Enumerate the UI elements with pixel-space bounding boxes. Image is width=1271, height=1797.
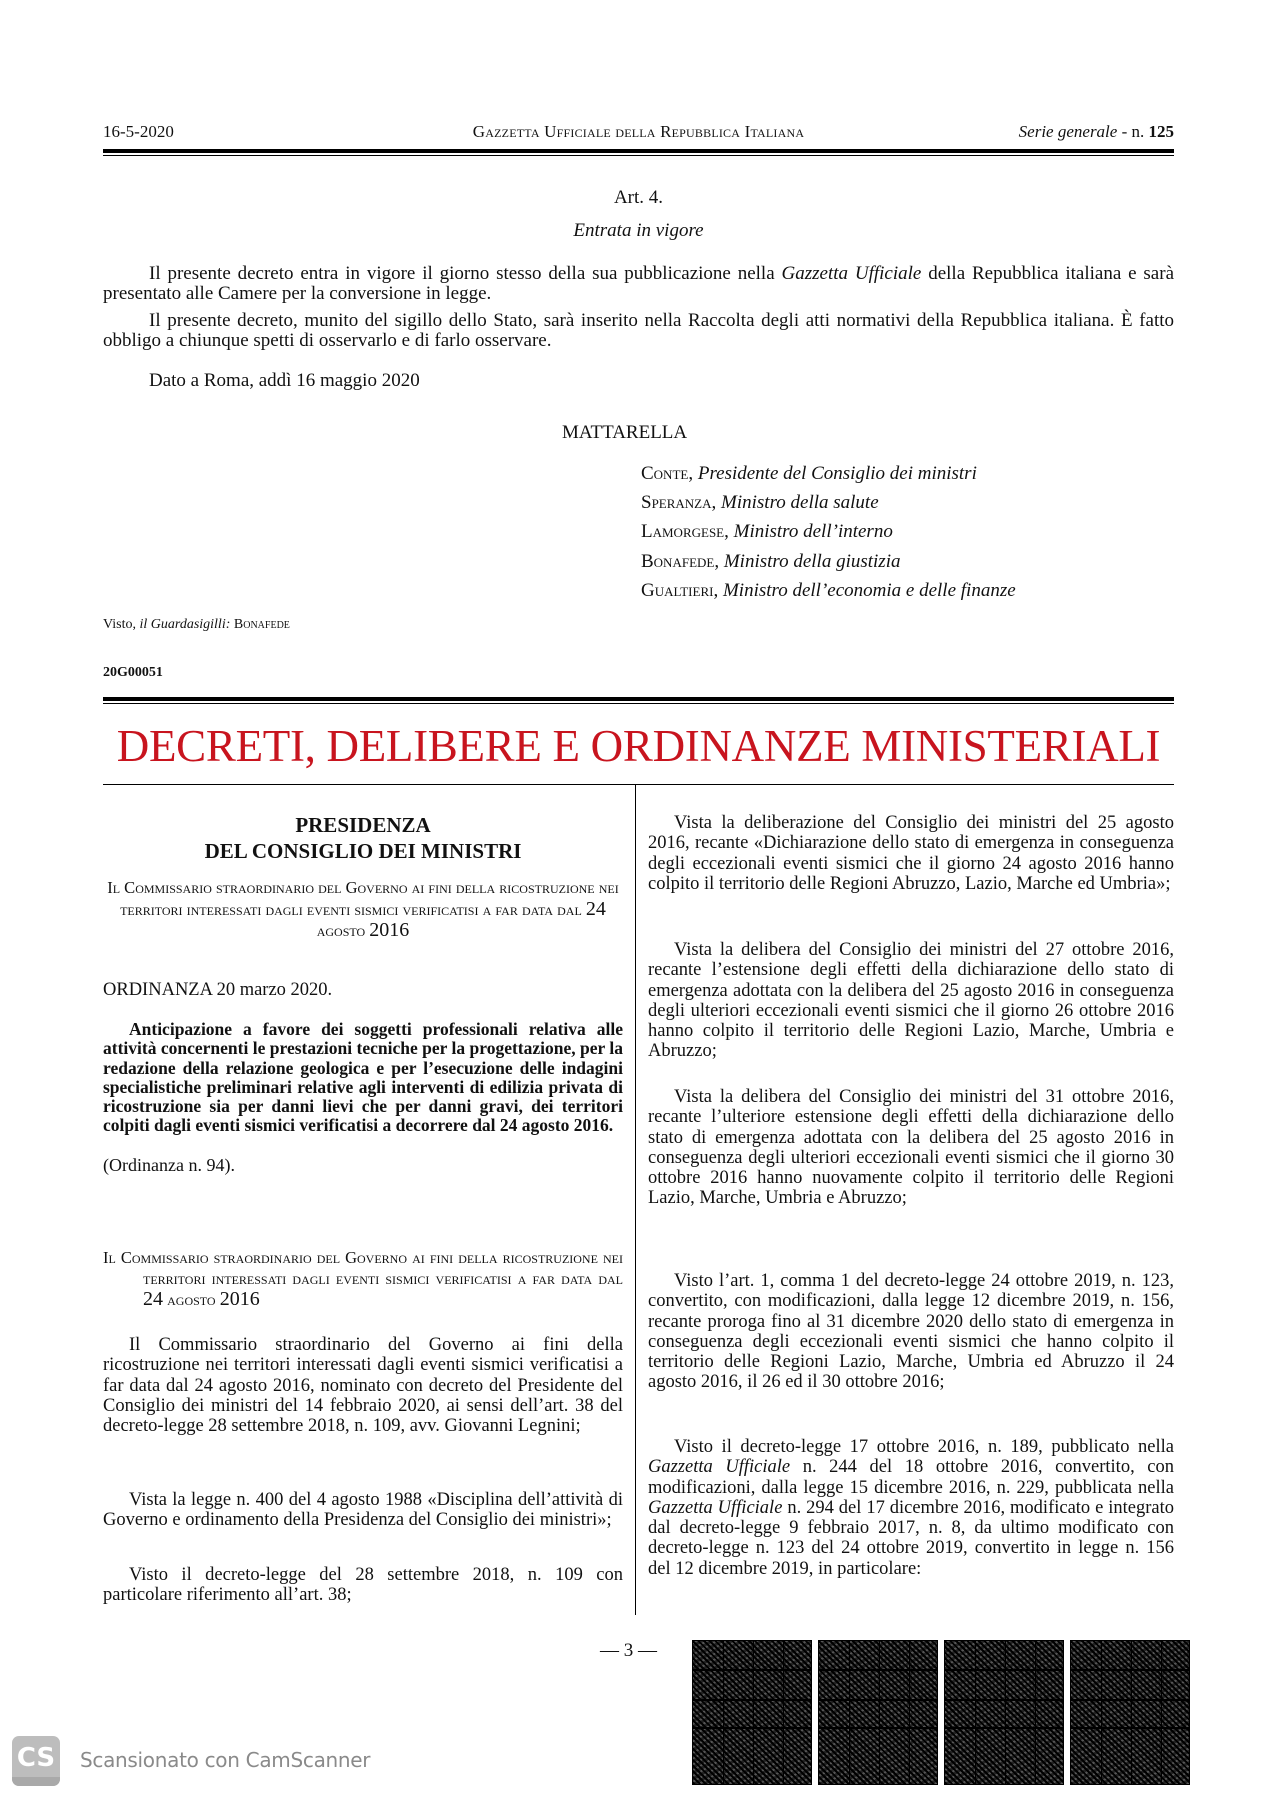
text: Il Commissario straordinario del Governo ai fini della ricostruzione nei territori interessati dagli eventi sismici verificatisi a far data dal bbox=[103, 1248, 623, 1288]
article-title: Entrata in vigore bbox=[573, 220, 704, 241]
series-separator: - n. bbox=[1117, 122, 1149, 141]
authority-line: PRESIDENZA bbox=[295, 813, 431, 837]
text: Il presente decreto entra in vigore il giorno stesso della sua pubblicazione nella bbox=[149, 263, 782, 284]
ordinance-date: 20 marzo 2020. bbox=[211, 980, 333, 1000]
text: Visto il decreto-legge 17 ottobre 2016, n. 189, pubblicato nella bbox=[674, 1437, 1174, 1457]
minister-name: Bonafede bbox=[641, 551, 715, 572]
datamatrix-code bbox=[1070, 1640, 1190, 1785]
minister-signature: Conte, Presidente del Consiglio dei ministri bbox=[641, 463, 977, 484]
minister-role: Presidente del Consiglio dei ministri bbox=[697, 463, 977, 484]
series-label: Serie generale bbox=[1018, 122, 1118, 141]
datamatrix-code bbox=[818, 1640, 938, 1785]
minister-signature: Speranza, Ministro della salute bbox=[641, 492, 879, 513]
datamatrix-codes bbox=[692, 1640, 1190, 1785]
minister-name: Speranza bbox=[641, 492, 712, 513]
text: Il Commissario straordinario del Governo ai fini della ricostruzione nei territori interessati dagli eventi sismici verificatisi a far data dal bbox=[107, 878, 619, 919]
running-header bbox=[103, 122, 1174, 146]
section-title: DECRETI, DELIBERE E ORDINANZE MINISTERIALI bbox=[116, 721, 1161, 771]
minister-name: Gualtieri bbox=[641, 580, 714, 601]
president-signature: MATTARELLA bbox=[562, 422, 688, 443]
text: agosto bbox=[163, 1290, 220, 1309]
text: n. 294 del 17 dicembre 2016, modificato e integrato dal decreto-legge 9 febbraio 2017, n. 8, da ultimo modificato con decreto-legge n. 123 del 24 ottobre 2019, convertito in legge n. 156 del 12 dicembre 2019, in particolare: bbox=[648, 1497, 1174, 1579]
text: della Repubblica italiana e sarà presentato alle Camere per la conversione in legge. bbox=[103, 263, 1175, 304]
camscanner-watermark: Scansionato con CamScanner bbox=[80, 1748, 371, 1772]
header-rule bbox=[103, 149, 1174, 156]
minister-signature: Lamorgese, Ministro dell’interno bbox=[641, 521, 893, 542]
text: il Guardasigilli: bbox=[139, 617, 231, 632]
document-code: 20G00051 bbox=[103, 665, 163, 680]
header-publication: Gazzetta Ufficiale della Repubblica Italiana bbox=[472, 122, 805, 141]
ordinance-label: ORDINANZA bbox=[103, 980, 212, 1000]
header-series bbox=[1019, 122, 1174, 142]
section-rule bbox=[103, 697, 1174, 704]
text: 24 bbox=[585, 897, 606, 920]
place-date: Dato a Roma, addì 16 maggio 2020 bbox=[149, 370, 420, 391]
issue-number: 125 bbox=[1148, 122, 1174, 141]
minister-role: Ministro della giustizia bbox=[723, 551, 901, 572]
article-paragraph-1 bbox=[103, 264, 1174, 304]
ordinance-title: Anticipazione a favore dei soggetti professionali relativa alle attività concernenti le prestazioni tecniche per la progettazione, per la redazione della relazione geologica e per l’esecuzione delle indagini specialistiche preliminari relative agli interventi di edilizia privata di ricostruzione sia per danni lievi che per danni gravi, dei territori colpiti dagli eventi sismici verificatisi a decorrere dal 24 agosto 2016. bbox=[103, 1019, 623, 1136]
gazzetta-ufficiale-ref: Gazzetta Ufficiale bbox=[648, 1457, 791, 1478]
authority-line: DEL CONSIGLIO DEI MINISTRI bbox=[204, 839, 522, 863]
text: 2016 bbox=[219, 1288, 260, 1310]
page-number: — 3 — bbox=[600, 1640, 657, 1661]
recital-paragraph: Vista la legge n. 400 del 4 agosto 1988 «Disciplina dell’attività di Governo e ordinamento della Presidenza del Consiglio dei ministri»; bbox=[103, 1490, 623, 1531]
article-number: Art. 4. bbox=[613, 187, 664, 208]
text: 2016 bbox=[369, 919, 410, 941]
datamatrix-code bbox=[692, 1640, 812, 1785]
article-paragraph-2: Il presente decreto, munito del sigillo dello Stato, sarà inserito nella Raccolta degli atti normativi della Repubblica italiana. È fatto obbligo a chiunque spetti di osservarlo e di farlo osservare. bbox=[103, 310, 1174, 351]
recital-paragraph: Vista la delibera del Consiglio dei ministri del 31 ottobre 2016, recante l’ulteriore estensione degli effetti della dichiarazione dello stato di emergenza adottata con la delibera del 25 agosto 2016 in conseguenza degli ulteriori eccezionali eventi sismici che il giorno 30 ottobre 2016 hanno nuovamente colpito il territorio delle Regioni Lazio, Marche, Umbria e Abruzzo; bbox=[648, 1087, 1174, 1209]
recital-paragraph: Vista la deliberazione del Consiglio dei ministri del 25 agosto 2016, recante «Dichiarazione dello stato di emergenza in conseguenza degli eccezionali eventi sismici che il giorno 24 agosto 2016 hanno colpito il territorio delle Regioni Abruzzo, Lazio, Marche ed Umbria»; bbox=[648, 813, 1174, 894]
column-divider bbox=[635, 785, 636, 1615]
header-date: 16-5-2020 bbox=[103, 122, 174, 141]
ordinance-date-line bbox=[103, 980, 623, 1001]
minister-name: Lamorgese bbox=[641, 521, 725, 542]
guardasigilli-visa bbox=[103, 617, 290, 633]
commissioner-heading bbox=[103, 878, 623, 942]
text: n. 244 del 18 ottobre 2016, convertito, con modificazioni, dalla legge 15 dicembre 2016, n. 229, pubblicata nella bbox=[648, 1457, 1175, 1498]
recital-paragraph bbox=[648, 1437, 1174, 1579]
text: Visto, bbox=[103, 617, 140, 632]
gazzetta-ufficiale-ref: Gazzetta Ufficiale bbox=[781, 263, 922, 284]
datamatrix-code bbox=[944, 1640, 1064, 1785]
recital-paragraph: Visto l’art. 1, comma 1 del decreto-legge 24 ottobre 2019, n. 123, convertito, con modificazioni, dalla legge 12 dicembre 2019, n. 156, recante proroga fino al 31 dicembre 2020 dello stato di emergenza in conseguenza degli eccezionali eventi sismici che hanno colpito il territorio delle Regioni Lazio, Marche, Umbria ed Abruzzo il 24 agosto 2016, il 26 ed il 30 ottobre 2016; bbox=[648, 1271, 1174, 1393]
minister-role: Ministro della salute bbox=[721, 492, 879, 513]
recital-paragraph: Vista la delibera del Consiglio dei ministri del 27 ottobre 2016, recante l’estensione degli effetti della dichiarazione dello stato di emergenza adottata con la delibera del 25 agosto 2016 in conseguenza degli ulteriori eccezionali eventi sismici che il giorno 26 ottobre 2016 hanno colpito il territorio delle Regioni Lazio, Marche, Umbria e Abruzzo; bbox=[648, 940, 1174, 1062]
ordinance-number: (Ordinanza n. 94). bbox=[103, 1155, 235, 1175]
minister-role: Ministro dell’interno bbox=[733, 521, 893, 542]
issuing-authority bbox=[103, 812, 623, 864]
recital-paragraph: Il Commissario straordinario del Governo ai fini della ricostruzione nei territori interessati dagli eventi sismici verificatisi a far data dal 24 agosto 2016, nominato con decreto del Presidente del Consiglio dei ministri del 14 febbraio 2020, ai sensi dell’art. 38 del decreto-legge 28 settembre 2018, n. 109, avv. Giovanni Legnini; bbox=[103, 1335, 623, 1437]
text: agosto bbox=[316, 921, 370, 940]
camscanner-logo-icon: CS bbox=[12, 1736, 60, 1786]
commissioner-heading bbox=[103, 1247, 623, 1310]
minister-role: Ministro dell’economia e delle finanze bbox=[722, 580, 1016, 601]
recital-paragraph: Visto il decreto-legge del 28 settembre 2018, n. 109 con particolare riferimento all’art. 38; bbox=[103, 1565, 623, 1606]
minister-signature: Gualtieri, Ministro dell’economia e delle finanze bbox=[641, 580, 1016, 601]
text: 24 bbox=[143, 1288, 163, 1310]
gazzetta-ufficiale-ref: Gazzetta Ufficiale bbox=[648, 1497, 783, 1518]
text: Bonafede bbox=[233, 617, 290, 632]
section-bottom-rule bbox=[103, 784, 1174, 785]
minister-name: Conte bbox=[641, 463, 689, 484]
minister-signature: Bonafede, Ministro della giustizia bbox=[641, 551, 901, 572]
